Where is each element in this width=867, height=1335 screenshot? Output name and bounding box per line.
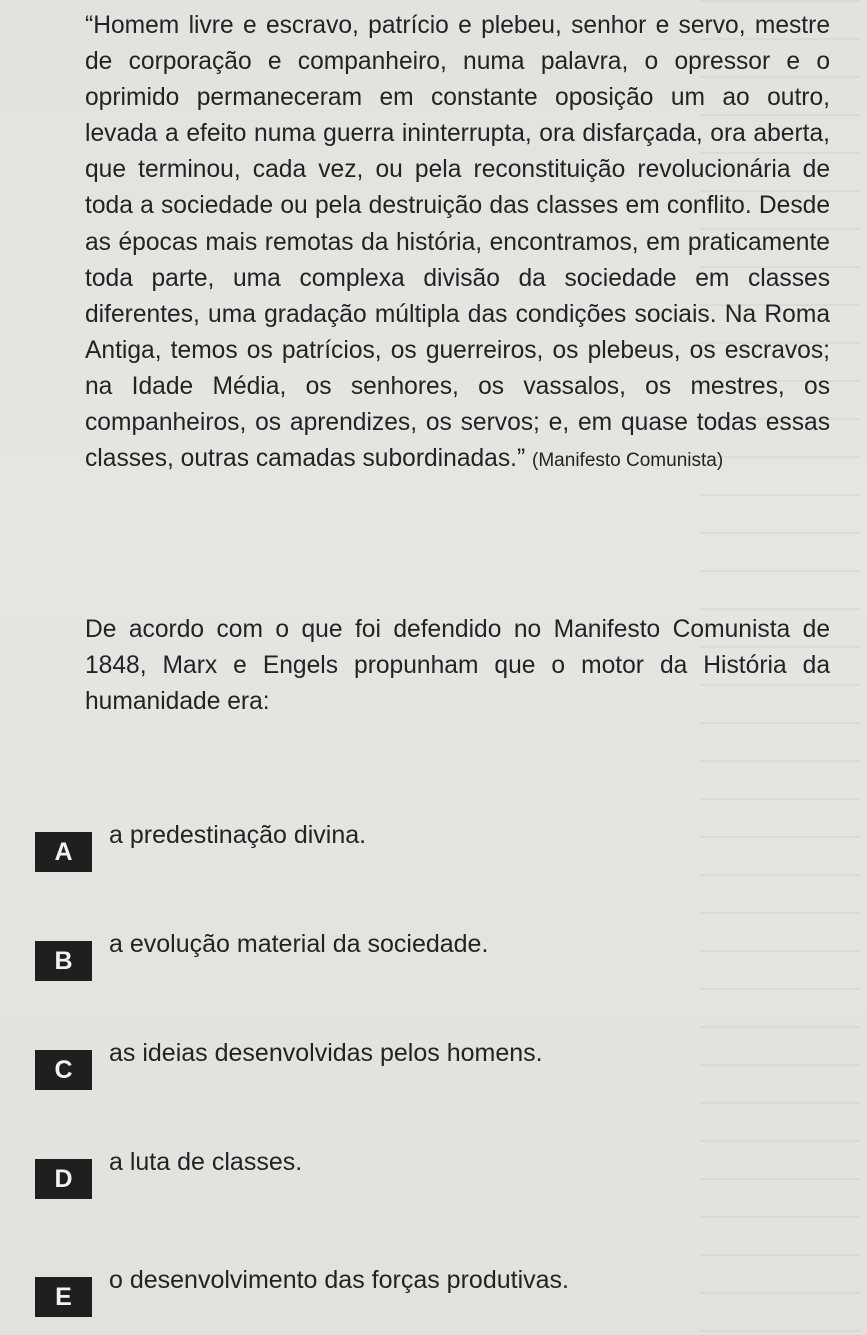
option-d[interactable] — [35, 1148, 825, 1199]
quote-source: (Manifesto Comunista) — [532, 450, 724, 472]
option-text: a luta de classes. — [109, 1148, 303, 1176]
option-text: a evolução material da sociedade. — [109, 930, 489, 958]
option-text: as ideias desenvolvidas pelos homens. — [109, 1039, 543, 1067]
option-letter: E — [35, 1277, 92, 1317]
option-e[interactable] — [35, 1266, 825, 1317]
option-text: a predestinação divina. — [109, 821, 367, 849]
option-b[interactable] — [35, 930, 825, 981]
quote-block — [85, 8, 830, 479]
question-stem: De acordo com o que foi defendido no Manifesto Comunista de 1848, Marx e Engels propunham que o motor da História da humanidade era: — [85, 616, 830, 715]
option-letter: C — [35, 1050, 92, 1090]
option-letter: A — [35, 832, 92, 872]
quote-text: “Homem livre e escravo, patrício e plebeu, senhor e servo, mestre de corporação e companheiro, numa palavra, o opressor e o oprimido permaneceram em constante oposição um ao outro, levada a efeito numa guerra ininterrupta, ora disfarçada, ora aberta, que terminou, cada vez, ou pela reconstituição revolucionária de toda a sociedade ou pela destruição das classes em conflito. Desde as épocas mais remotas da história, encontramos, em praticamente toda parte, uma complexa divisão da sociedade em classes diferentes, uma gradação múltipla das condições sociais. Na Roma Antiga, temos os patrícios, os guerreiros, os plebeus, os escravos; na Idade Média, os senhores, os vassalos, os mestres, os companheiros, os aprendizes, os servos; e, em quase todas essas classes, outras camadas subordinadas.” — [85, 12, 830, 473]
option-c[interactable] — [35, 1039, 825, 1090]
option-a[interactable] — [35, 821, 825, 872]
option-letter: B — [35, 941, 92, 981]
option-text: o desenvolvimento das forças produtivas. — [109, 1266, 569, 1294]
option-letter: D — [35, 1159, 92, 1199]
